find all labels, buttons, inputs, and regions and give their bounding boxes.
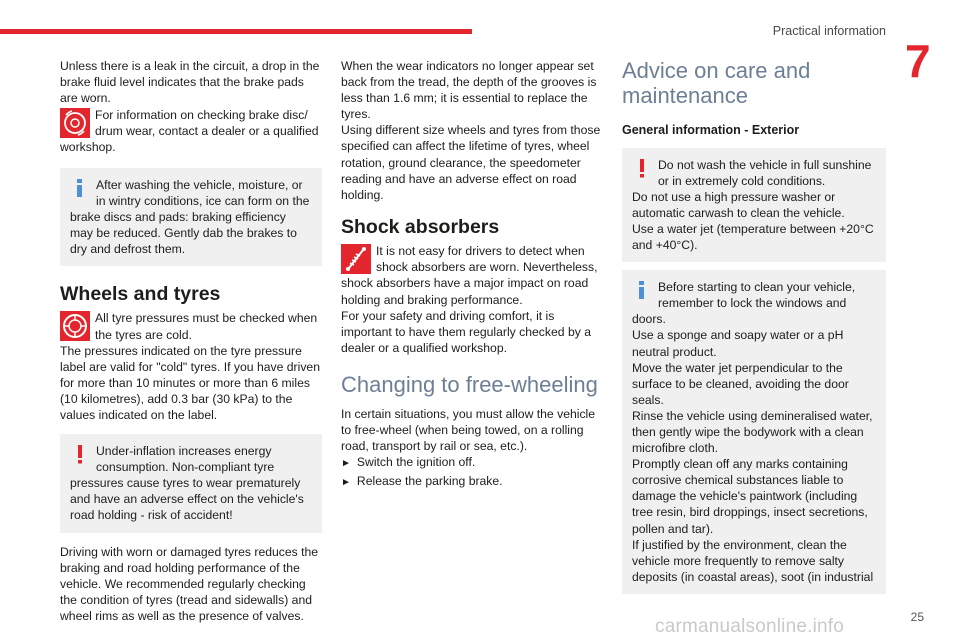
step-arrow-icon: ►	[341, 458, 351, 470]
warning-washing-line1: Do not wash the vehicle in full sunshine or in extremely cold conditions.	[658, 157, 872, 188]
step-item: ► Switch the ignition off.	[341, 455, 476, 470]
chapter-number: 7	[905, 35, 931, 87]
warning-washing-line2: Do not use a high pressure washer or automatic carwash to clean the vehicle.	[632, 189, 845, 220]
tyre-cold-text: All tyre pressures must be checked when the tyres are cold.	[95, 311, 318, 342]
cleaning-line2: Use a sponge and soapy water or a pH neutral product.	[632, 328, 844, 359]
shock-para	[341, 243, 605, 307]
brake-info-para	[60, 107, 322, 155]
brake-wear-text: For information on checking brake disc/ drum wear, contact a dealer or a qualified workshop.	[60, 108, 319, 155]
warning-icon	[70, 444, 90, 464]
brake-disc-icon	[60, 108, 90, 138]
tyre-pressure-icon	[60, 311, 90, 341]
column-3	[622, 58, 886, 594]
header-title: Practical information	[772, 24, 886, 38]
info-icon	[632, 280, 652, 300]
column-1	[60, 58, 322, 624]
info-icon	[70, 178, 90, 198]
warning-note-tyres	[60, 434, 322, 532]
wear-indicators-text: When the wear indicators no longer appear set back from the tread, the depth of the grooves is less than 1.6 mm; it is essential to replace the tyres.	[341, 59, 597, 122]
heading-shock-absorbers: Shock absorbers	[341, 215, 500, 238]
cleaning-line4: Rinse the vehicle using demineralised water, then gently wipe the bodywork with a clean microfibre cloth.	[632, 408, 873, 456]
cleaning-line3: Move the water jet perpendicular to the surface to be cleaned, avoiding the door seals.	[632, 360, 849, 407]
different-size-text: Using different size wheels and tyres from those specified can affect the lifetime of tyres, wheel rotation, ground clearance, the speedometer reading and have an adverse effect on road holding.	[341, 123, 601, 202]
shock-check-text: For your safety and driving comfort, it is important to have them regularly checked by a dealer or a qualified workshop.	[341, 308, 591, 355]
warning-note-washing	[622, 148, 886, 263]
heading-wheels-tyres: Wheels and tyres	[60, 283, 221, 306]
column-2	[341, 58, 605, 491]
worn-tyres-text: Driving with worn or damaged tyres reduces the braking and road holding performance of the vehicle. We recommended regularly checking the condition of tyres (tread and sidewalls) and wheel rims as well as the presence of valves.	[60, 544, 319, 623]
step-arrow-icon: ►	[341, 476, 351, 488]
shock-absorber-icon	[341, 244, 371, 274]
shock-detect-text: It is not easy for drivers to detect when shock absorbers are worn. Nevertheless, shock absorbers have a major impact on road holding and braking performance.	[341, 244, 598, 307]
heading-advice-care: Advice on care and maintenance	[622, 58, 811, 109]
header-accent-bar	[0, 29, 472, 34]
warning-note-tyres-text: Under-inflation increases energy consumption. Non-compliant tyre pressures cause tyres to wear prematurely and have an adverse effect on the vehicle's road holding - risk of accident!	[70, 444, 304, 523]
info-note-brakes	[60, 168, 322, 266]
free-wheel-text: In certain situations, you must allow the vehicle to free-wheel (when being towed, on a rolling road, transport by rail or sea, etc.).	[341, 407, 596, 454]
page-number: 25	[910, 610, 924, 624]
info-note-brakes-text: After washing the vehicle, moisture, or in wintry conditions, ice can form on the brake discs and pads: braking efficiency may be reduced. Gently dab the brakes to dry and defrost them.	[70, 177, 310, 256]
tyre-pressure-label-text: The pressures indicated on the tyre pressure label are valid for "cold" tyres. If you have driven for more than 10 minutes or more than 6 miles (10 kilometres), add 0.3 bar (30 kPa) to the values indicated on the label.	[60, 343, 320, 422]
warning-washing-line3: Use a water jet (temperature between +20°C and +40°C).	[632, 221, 874, 253]
info-note-cleaning	[622, 270, 886, 594]
cleaning-line1: Before starting to clean your vehicle, remember to lock the windows and doors.	[632, 280, 856, 327]
tyre-check-para	[60, 310, 322, 342]
heading-general-exterior: General information - Exterior	[622, 122, 800, 137]
step-item: ► Release the parking brake.	[341, 473, 503, 488]
free-wheel-steps	[341, 454, 605, 490]
warning-icon	[632, 158, 652, 178]
heading-free-wheeling: Changing to free-wheeling	[341, 371, 598, 397]
cleaning-line5: Promptly clean off any marks containing corrosive chemical substances liable to damage the vehicle's paintwork (including tree resin, bird droppings, insect secretions, pollen and tar).	[632, 457, 868, 536]
cleaning-line6: If justified by the environment, clean the vehicle more frequently to remove salty deposits (in coastal areas), soot (in industrial	[632, 537, 874, 584]
brake-fluid-text: Unless there is a leak in the circuit, a drop in the brake fluid level indicates that the brake pads are worn.	[60, 59, 320, 106]
watermark: carmanualsonline.info	[655, 616, 845, 637]
